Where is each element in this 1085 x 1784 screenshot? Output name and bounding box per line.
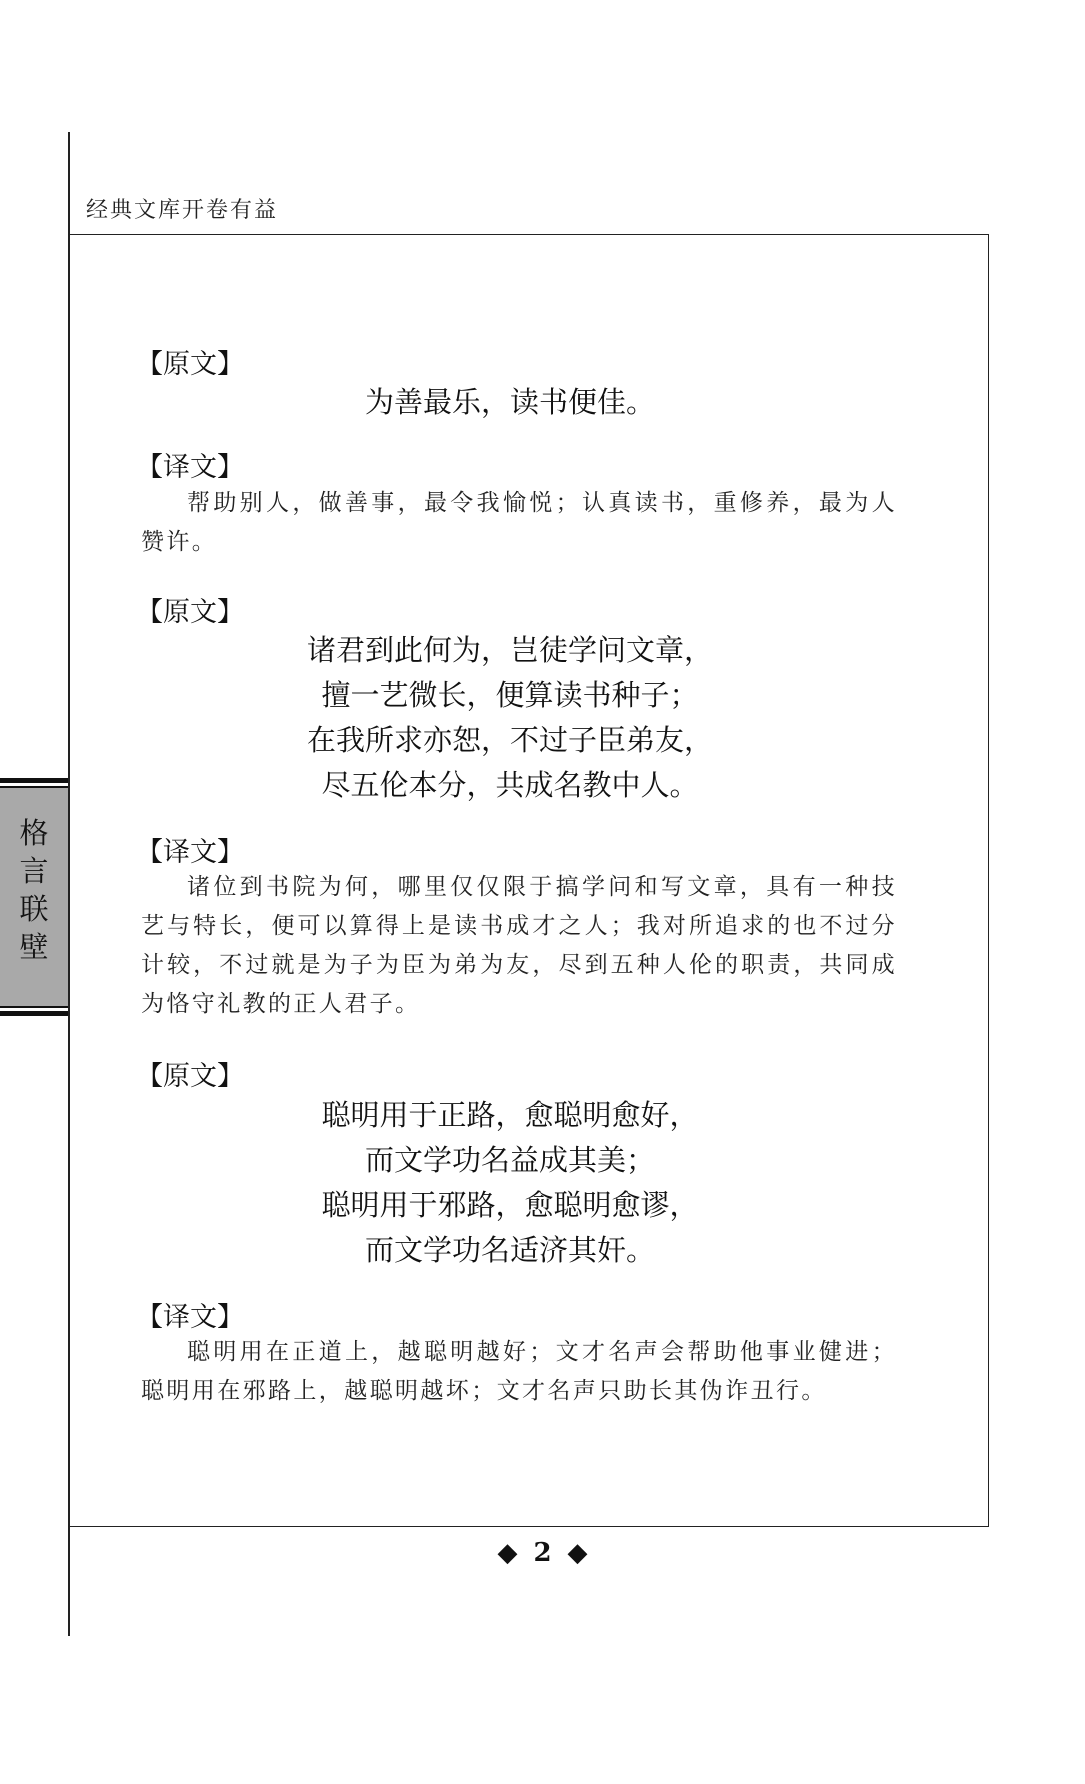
diamond-icon: ◆ <box>567 1538 588 1568</box>
section-label-translation: 【译文】 <box>136 452 244 483</box>
side-tab-rule-top <box>0 778 68 783</box>
verse-line: 诸君到此何为，岂徒学问文章， <box>306 633 713 667</box>
original-text <box>250 628 770 808</box>
verse-line: 而文学功名益成其美； <box>364 1143 655 1177</box>
translation-paragraph: 诸位到书院为何，哪里仅仅限于搞学问和写文章，具有一种技艺与特长，便可以算得上是读书成才之人；我对所追求的也不过分计较，不过就是为子为臣为弟为友，尽到五种人伦的职责，共同成为恪守礼教的正人君子。 <box>141 874 897 1017</box>
side-tab-char: 言 <box>19 854 49 888</box>
translation-text <box>141 868 897 1024</box>
diamond-icon: ◆ <box>497 1538 518 1568</box>
running-header: 经典文库开卷有益 <box>86 198 279 223</box>
verse-line: 尽五伦本分，共成名教中人。 <box>321 768 699 802</box>
verse-line: 擅一艺微长，便算读书种子； <box>321 678 699 712</box>
translation-paragraph: 聪明用在正道上，越聪明越好；文才名声会帮助他事业健进；聪明用在邪路上，越聪明越坏；文才名声只助长其伪诈丑行。 <box>141 1339 897 1404</box>
translation-paragraph: 帮助别人，做善事，最令我愉悦；认真读书，重修养，最为人赞许。 <box>141 490 897 555</box>
original-text <box>250 380 770 425</box>
original-text <box>250 1093 770 1273</box>
verse-line: 为善最乐，读书便佳。 <box>364 385 655 419</box>
section-label-translation: 【译文】 <box>136 1302 244 1333</box>
translation-text <box>141 484 897 562</box>
section-label-original: 【原文】 <box>136 1061 244 1092</box>
page-number: 2 <box>533 1538 552 1568</box>
section-label-original: 【原文】 <box>136 349 244 380</box>
side-tab-char: 联 <box>19 892 49 926</box>
translation-text <box>141 1333 897 1411</box>
side-tab-label <box>0 814 68 966</box>
section-label-original: 【原文】 <box>136 597 244 628</box>
side-tab-rule-bottom-thin <box>0 1006 68 1008</box>
verse-line: 聪明用于邪路，愈聪明愈谬， <box>321 1188 699 1222</box>
side-tab-rule-bottom <box>0 1011 68 1016</box>
side-tab-char: 壁 <box>19 930 49 964</box>
verse-line: 而文学功名适济其奸。 <box>364 1233 655 1267</box>
side-tab-rule-top-thin <box>0 786 68 788</box>
verse-line: 聪明用于正路，愈聪明愈好， <box>321 1098 699 1132</box>
section-label-translation: 【译文】 <box>136 837 244 868</box>
side-tab-char: 格 <box>19 816 49 850</box>
verse-line: 在我所求亦恕，不过子臣弟友， <box>306 723 713 757</box>
page-footer <box>0 1538 1085 1568</box>
